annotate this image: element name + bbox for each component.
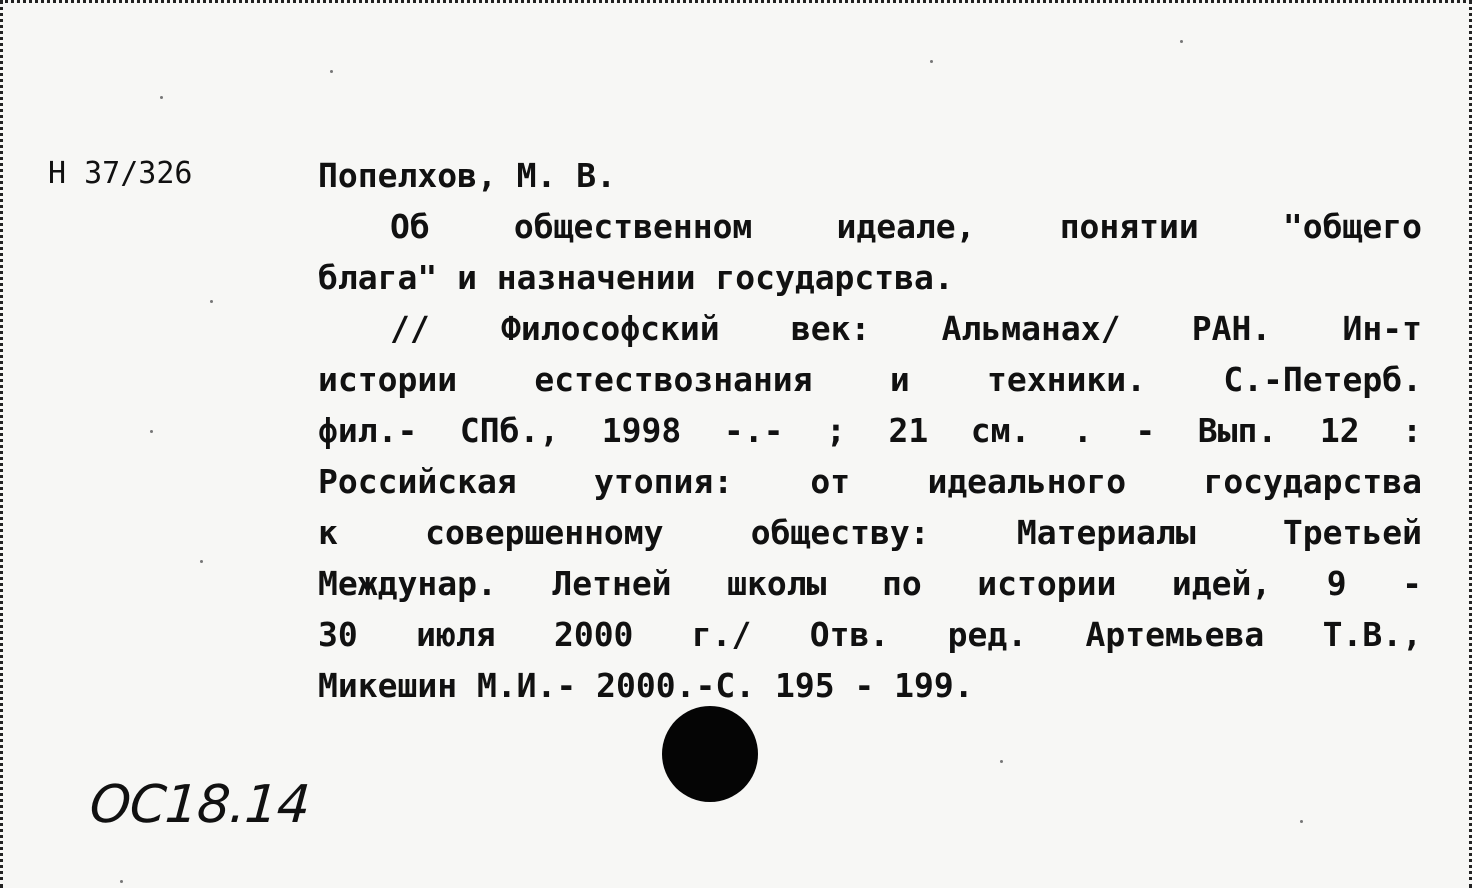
source-line-5: к совершенному обществу: Материалы Третьей — [318, 513, 1422, 552]
call-number: Н 37/326 — [48, 156, 193, 191]
title-line-1: Об общественном идеале, понятии "общего — [390, 207, 1422, 246]
scan-speck — [930, 60, 933, 63]
scan-speck — [1300, 820, 1303, 823]
punch-hole — [662, 706, 758, 802]
card-top-edge — [0, 0, 1472, 3]
card-left-edge — [0, 0, 3, 888]
scan-speck — [1000, 760, 1003, 763]
scan-speck — [150, 430, 153, 433]
scan-speck — [120, 880, 123, 883]
source-line-4: Российская утопия: от идеального государства — [318, 462, 1422, 501]
scan-speck — [330, 70, 333, 73]
handwritten-shelf-mark: ОС18.14 — [87, 775, 312, 835]
source-line-6: Междунар. Летней школы по истории идей, 9 - — [318, 564, 1422, 603]
title-line-2: блага" и назначении государства. — [318, 258, 954, 297]
scan-speck — [160, 96, 163, 99]
scan-speck — [210, 300, 213, 303]
source-line-3: фил.- СПб., 1998 -.- ; 21 см. . - Вып. 12 : — [318, 411, 1422, 450]
source-line-7: 30 июля 2000 г./ Отв. ред. Артемьева Т.В., — [318, 615, 1422, 654]
author-line: Попелхов, М. В. — [318, 156, 617, 195]
scan-speck — [200, 560, 203, 563]
bibliographic-entry — [318, 150, 1422, 711]
source-line-2: истории естествознания и техники. С.-Петерб. — [318, 360, 1422, 399]
source-line-1: // Философский век: Альманах/ РАН. Ин-т — [390, 309, 1422, 348]
source-line-8: Микешин М.И.- 2000.-С. 195 - 199. — [318, 666, 974, 705]
scan-speck — [1180, 40, 1183, 43]
